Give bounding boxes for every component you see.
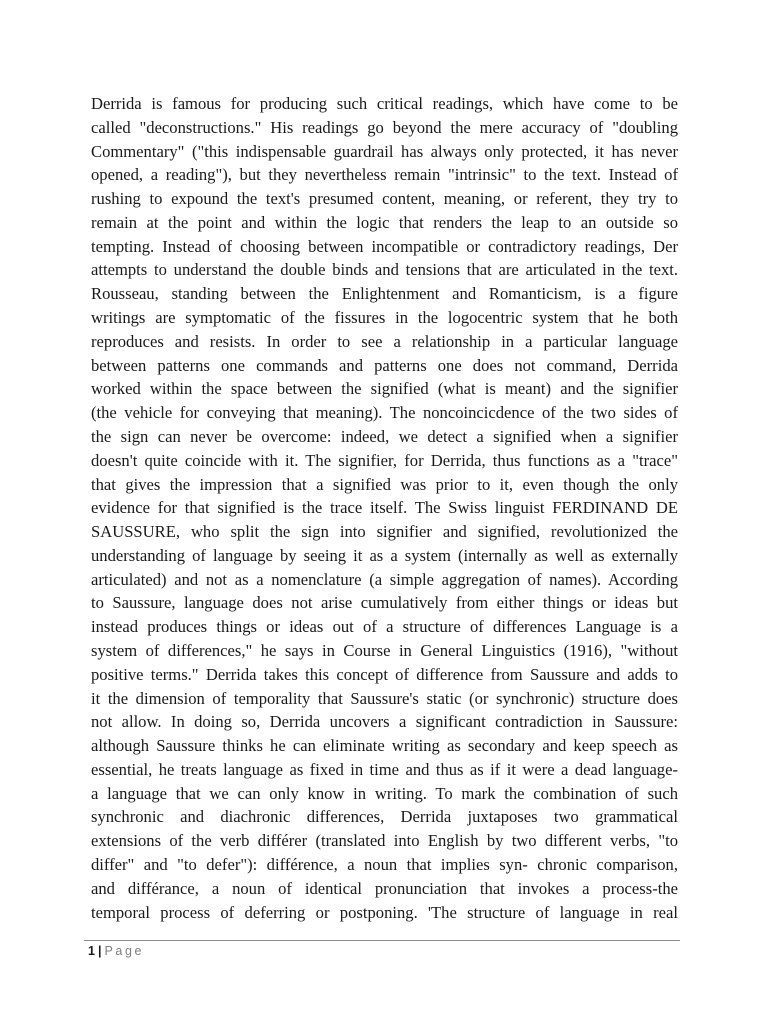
text-line: although Saussure thinks he can eliminate writing as secondary and keep speech as — [91, 736, 678, 756]
text-line: system of differences," he says in Course in General Linguistics (1916), "without — [91, 640, 678, 660]
text-line: opened, a reading"), but they nevertheless remain "intrinsic" to the text. Instead of — [91, 165, 678, 185]
footer-divider — [84, 940, 680, 941]
text-line: tempting. Instead of choosing between incompatible or contradictory readings, Der — [91, 236, 678, 256]
text-line: understanding of language by seeing it as a system (internally as well as externally — [91, 545, 678, 565]
text-line: positive terms." Derrida takes this concept of difference from Saussure and adds to — [91, 664, 678, 684]
text-line: attempts to understand the double binds and tensions that are articulated in the text. — [91, 260, 678, 280]
text-line: SAUSSURE, who split the sign into signifier and signified, revolutionized the — [91, 522, 678, 542]
text-line: extensions of the verb différer (translated into English by two different verbs, "to — [91, 831, 678, 851]
text-line: a language that we can only know in writing. To mark the combination of such — [91, 783, 678, 803]
text-line: the sign can never be overcome: indeed, we detect a signified when a signifier — [91, 426, 678, 446]
text-line: writings are symptomatic of the fissures in the logocentric system that he both — [91, 308, 678, 328]
text-line: called "deconstructions." His readings go beyond the mere accuracy of "doubling — [91, 117, 678, 137]
footer-separator: | — [97, 944, 102, 958]
body-paragraph — [91, 92, 678, 924]
text-line: essential, he treats language as fixed in time and thus as if it were a dead language- — [91, 759, 678, 779]
text-line: between patterns one commands and patterns one does not command, Derrida — [91, 355, 678, 375]
text-line: instead produces things or ideas out of a structure of differences Language is a — [91, 617, 678, 637]
text-line: (the vehicle for conveying that meaning). The noncoincicdence of the two sides of — [91, 403, 678, 423]
text-line: rushing to expound the text's presumed content, meaning, or referent, they try to — [91, 189, 678, 209]
text-line: to Saussure, language does not arise cumulatively from either things or ideas but — [91, 593, 678, 613]
text-line: Rousseau, standing between the Enlightenment and Romanticism, is a figure — [91, 284, 678, 304]
text-line: synchronic and diachronic differences, Derrida juxtaposes two grammatical — [91, 807, 678, 827]
text-line: Derrida is famous for producing such critical readings, which have come to be — [91, 94, 678, 113]
page-footer — [88, 943, 144, 959]
text-line: temporal process of deferring or postponing. 'The structure of language in real — [91, 902, 678, 922]
text-line: differ" and "to defer"): différence, a noun that implies syn- chronic comparison, — [91, 855, 678, 874]
text-line: and différance, a noun of identical pronunciation that invokes a process-the — [91, 878, 678, 898]
text-line: evidence for that signified is the trace itself. The Swiss linguist FERDINAND DE — [91, 498, 678, 518]
text-line: not allow. In doing so, Derrida uncovers a significant contradiction in Saussure: — [91, 712, 678, 732]
text-line: it the dimension of temporality that Saussure's static (or synchronic) structure does — [91, 688, 678, 708]
text-line: doesn't quite coincide with it. The signifier, for Derrida, thus functions as a "trace" — [91, 450, 678, 470]
page-label: Page — [104, 944, 145, 958]
page-number: 1 — [88, 944, 95, 958]
text-line: articulated) and not as a nomenclature (a simple aggregation of names). According — [91, 569, 678, 589]
text-line: Commentary" ("this indispensable guardrail has always only protected, it has never — [91, 141, 678, 161]
text-line: worked within the space between the signified (what is meant) and the signifier — [91, 379, 678, 399]
text-line: remain at the point and within the logic that renders the leap to an outside so — [91, 212, 678, 232]
text-line: reproduces and resists. In order to see a relationship in a particular language — [91, 331, 678, 351]
text-line: that gives the impression that a signified was prior to it, even though the only — [91, 474, 678, 494]
